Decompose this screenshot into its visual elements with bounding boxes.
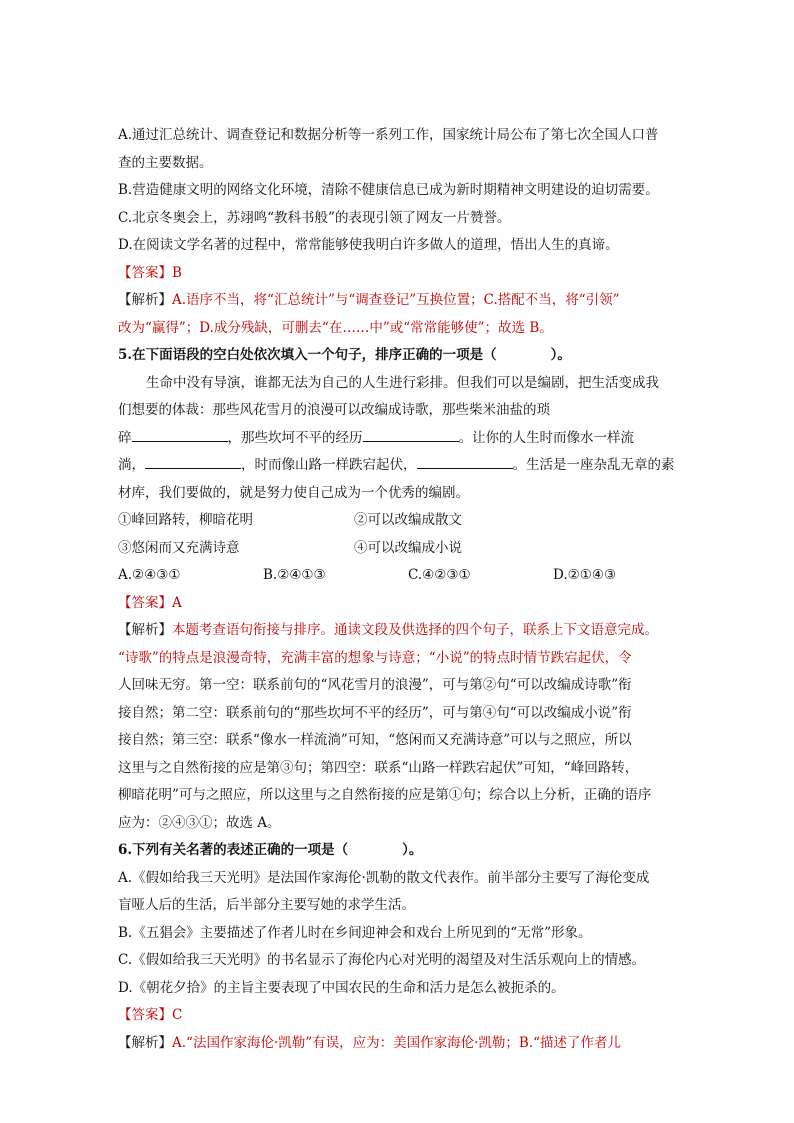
q4-option-b: B.营造健康文明的网络文化环境，清除不健康信息已成为新时期精神文明建设的迫切需要。 [118, 182, 659, 198]
q5-option-a: A.②④③① [118, 567, 181, 583]
q5-analysis-line7: 柳暗花明”可与之照应，所以这里与之自然衔接的应是第①句；综合以上分析，正确的语序 [118, 787, 652, 803]
q5-passage-line1: 生命中没有导演，谁都无法为自己的人生进行彩排。但我们可以是编剧，把生活变成我 [146, 374, 659, 391]
q5-analysis-line3: 人回味无穷。第一空：联系前句的“风花雪月的浪漫”，可与第②句“可以改编成诗歌”衔 [118, 677, 632, 693]
q6-option-a-line1: A.《假如给我三天光明》是法国作家海伦·凯勒的散文代表作。前半部分主要写了海伦变成 [118, 869, 650, 886]
q5-option-c: C.④②③① [408, 567, 471, 583]
q4-option-a-line1: A.通过汇总统计、调查登记和数据分析等一系列工作，国家统计局公布了第七次全国人口普 [118, 127, 659, 143]
q5-analysis-line6: 这里与之自然衔接的应是第③句；第四空：联系“山路一样跌宕起伏”可知，“峰回路转， [118, 759, 639, 776]
sentence-2: ②可以改编成散文 [354, 512, 462, 528]
q5-passage-line2: 们想要的体裁：那些风花雪月的浪漫可以改编成诗歌，那些柴米油盐的琐 [118, 402, 550, 418]
q6-option-d: D.《朝花夕拾》的主旨主要表现了中国农民的生命和活力是怎么被扼杀的。 [118, 979, 565, 996]
q5-analysis-line1 [118, 617, 678, 645]
answer-tag: 【答案】 [118, 594, 172, 611]
q6-analysis-text1: A.“法国作家海伦·凯勒”有误，应为：美国作家海伦·凯勒；B.“描述了作者儿 [172, 1034, 622, 1051]
q5-answer [118, 590, 678, 618]
q5-p3-b: ，那些坎坷不平的经历 [227, 429, 363, 446]
q4-analysis-text1: A.语序不当，将“汇总统计”与“调查登记”互换位置；C.搭配不当，将“引领” [172, 292, 620, 308]
q6-analysis-line1 [118, 1030, 678, 1058]
sentence-1: ①峰回路转，柳暗花明 [118, 512, 253, 528]
q5-p4-c: 。生活是一座杂乱无章的素 [512, 457, 675, 473]
q5-analysis-line2: “诗歌”的特点是浪漫奇特，充满丰富的想象与诗意；“小说”的特点时情节跌宕起伏，令 [118, 649, 632, 666]
q5-passage-line4 [118, 452, 678, 480]
document-page [118, 122, 678, 1057]
q5-analysis-line8: 应为：②④③①；故选 A。 [118, 814, 281, 831]
q4-answer-value: B [172, 264, 182, 281]
q5-analysis-line4: 接自然；第二空：联系前句的“那些坎坷不平的经历”，可与第④句“可以改编成小说”衔 [118, 704, 632, 721]
q6-option-c: C.《假如给我三天光明》的书名显示了海伦内心对光明的渴望及对生活乐观向上的情感。 [118, 952, 646, 968]
q5-sentences-row1 [118, 507, 678, 535]
q5-answer-value: A [172, 594, 182, 611]
q6-answer [118, 1002, 678, 1030]
q5-p3-a: 碎 [118, 429, 132, 446]
sentence-3: ③悠闲而又充满诗意 [118, 539, 240, 556]
sentence-4: ④可以改编成小说 [354, 539, 462, 556]
analysis-tag: 【解析】 [118, 292, 172, 308]
q5-p4-a: 淌， [118, 457, 145, 473]
q5-sentences-row2 [118, 535, 678, 563]
q5-p3-c: 。让你的人生时而像水一样流 [458, 429, 634, 446]
analysis-tag: 【解析】 [118, 1034, 172, 1051]
q4-option-d: D.在阅读文学名著的过程中，常常能够使我明白许多做人的道理，悟出人生的真谛。 [118, 237, 619, 253]
answer-tag: 【答案】 [118, 264, 172, 281]
blank-4 [417, 454, 513, 469]
q6-option-a-line2: 盲哑人后的生活，后半部分主要写她的求学生活。 [118, 897, 415, 913]
q5-passage-line3 [118, 425, 678, 453]
answer-tag: 【答案】 [118, 1007, 172, 1023]
q5-options-row [118, 562, 678, 590]
q5-p4-b: ，时而像山路一样跌宕起伏， [241, 457, 417, 473]
q5-analysis-text1: 本题考查语句衔接与排序。通读文段及供选择的四个句子，联系上下文语意完成。 [172, 622, 658, 638]
q5-analysis-line5: 接自然；第三空：联系“像水一样流淌”可知，“悠闲而又充满诗意”可以与之照应，所以 [118, 732, 632, 748]
q5-passage-line5: 材库，我们要做的，就是努力使自己成为一个优秀的编剧。 [118, 484, 469, 501]
q4-analysis-line1 [118, 287, 678, 315]
q4-option-c: C.北京冬奥会上，苏翊鸣“教科书般”的表现引领了网友一片赞誉。 [118, 209, 511, 226]
q4-answer [118, 260, 678, 288]
q6-option-b: B.《五猖会》主要描述了作者儿时在乡间迎神会和戏台上所见到的“无常”形象。 [118, 924, 592, 941]
q6-answer-value: C [172, 1007, 183, 1023]
q4-analysis-line2: 改为“赢得”；D.成分残缺，可删去“在……中”或“常常能够使”；故选 B。 [118, 319, 553, 336]
blank-1 [132, 427, 228, 442]
q5-stem: 5.在下面语段的空白处依次填入一个句子，排序正确的一项是（ ）。 [118, 347, 571, 363]
q6-stem: 6.下列有关名著的表述正确的一项是（ ）。 [118, 842, 423, 858]
blank-2 [363, 427, 459, 442]
q5-option-b: B.②④①③ [263, 567, 326, 583]
blank-3 [145, 454, 241, 469]
q5-option-d: D.②①④③ [553, 567, 617, 583]
q4-option-a-line2: 查的主要数据。 [118, 154, 213, 171]
analysis-tag: 【解析】 [118, 622, 172, 638]
